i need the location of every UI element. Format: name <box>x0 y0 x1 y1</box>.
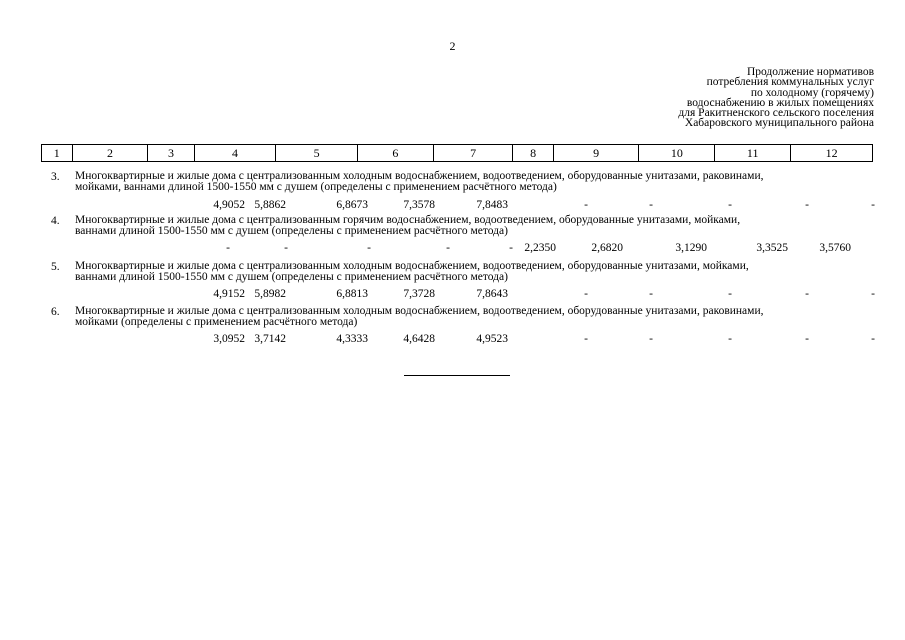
column-number-cell: 2 <box>72 145 148 162</box>
value-cell: - <box>367 242 371 254</box>
value-cell: - <box>649 288 653 300</box>
value-cell: - <box>728 288 732 300</box>
value-cell: 3,1290 <box>675 242 707 254</box>
section-description-line: Многоквартирные и жилые дома с централизованным холодным водоснабжением, водоотведением, оборудованные унитазами, раковинами, <box>75 170 764 182</box>
value-cell: - <box>226 242 230 254</box>
column-number-cell: 10 <box>639 145 715 162</box>
section-description <box>75 171 875 192</box>
value-cell: - <box>284 242 288 254</box>
section-description-line: Многоквартирные и жилые дома с централизованным холодным водоснабжением, водоотведением, оборудованные унитазами, мойками, <box>75 260 749 272</box>
value-cell: - <box>584 333 588 345</box>
value-cell: 4,9052 <box>213 199 245 211</box>
value-cell: 4,6428 <box>403 333 435 345</box>
value-cell: 4,3333 <box>336 333 368 345</box>
value-cell: - <box>509 242 513 254</box>
value-cell: - <box>584 288 588 300</box>
value-cell: 7,3728 <box>403 288 435 300</box>
column-number-cell: 9 <box>553 145 639 162</box>
values-row <box>51 242 873 254</box>
value-cell: - <box>728 333 732 345</box>
value-cell: 2,2350 <box>524 242 556 254</box>
section-description <box>75 306 875 327</box>
section-number: 4. <box>51 215 60 227</box>
column-number-cell: 12 <box>791 145 873 162</box>
value-cell: - <box>728 199 732 211</box>
value-cell: - <box>649 333 653 345</box>
section-description-line: мойками, ваннами длиной 1500-1550 мм с душем (определены с применением расчётного метода) <box>75 180 557 193</box>
section-description-line: мойками (определены с применением расчётного метода) <box>75 315 358 328</box>
value-cell: 3,0952 <box>213 333 245 345</box>
column-number-cell: 1 <box>42 145 73 162</box>
value-cell: 7,8483 <box>476 199 508 211</box>
section-number: 6. <box>51 306 60 318</box>
value-cell: - <box>805 333 809 345</box>
value-cell: 7,3578 <box>403 199 435 211</box>
section-description-line: ваннами длиной 1500-1550 мм с душем (определены с применением расчётного метода) <box>75 224 508 237</box>
section-number: 3. <box>51 171 60 183</box>
value-cell: 6,8813 <box>336 288 368 300</box>
column-number-cell: 8 <box>513 145 553 162</box>
header-note-line: по холодному (горячему) <box>750 86 874 99</box>
value-cell: - <box>871 199 875 211</box>
header-note <box>614 67 874 129</box>
values-row <box>51 333 873 345</box>
value-cell: 4,9152 <box>213 288 245 300</box>
value-cell: 5,8862 <box>254 199 286 211</box>
section-description <box>75 261 875 282</box>
value-cell: - <box>871 288 875 300</box>
section-description-line: ваннами длиной 1500-1550 мм с душем (определены с применением расчётного метода) <box>75 270 508 283</box>
column-numbers-row <box>42 145 873 162</box>
value-cell: 5,8982 <box>254 288 286 300</box>
column-number-cell: 11 <box>715 145 791 162</box>
column-number-cell: 4 <box>194 145 276 162</box>
section-description-line: Многоквартирные и жилые дома с централизованным холодным водоснабжением, водоотведением, оборудованные унитазами, раковинами, <box>75 305 764 317</box>
column-number-cell: 7 <box>433 145 513 162</box>
value-cell: 3,3525 <box>756 242 788 254</box>
header-note-line: Продолжение нормативов <box>746 66 874 78</box>
value-cell: 7,8643 <box>476 288 508 300</box>
value-cell: 3,7142 <box>254 333 286 345</box>
column-number-cell: 3 <box>148 145 194 162</box>
value-cell: - <box>446 242 450 254</box>
value-cell: - <box>649 199 653 211</box>
column-numbers-table <box>41 144 873 162</box>
value-cell: 4,9523 <box>476 333 508 345</box>
value-cell: - <box>805 288 809 300</box>
value-cell: - <box>805 199 809 211</box>
column-number-cell: 5 <box>276 145 358 162</box>
header-note-line: водоснабжению в жилых помещениях <box>686 96 874 109</box>
value-cell: 2,6820 <box>591 242 623 254</box>
header-note-line: для Ракитненского сельского поселения <box>678 107 874 120</box>
section-description <box>75 215 875 236</box>
value-cell: - <box>584 199 588 211</box>
values-row <box>51 199 873 211</box>
header-note-line: Хабаровского муниципального района <box>684 117 874 130</box>
section-description-line: Многоквартирные и жилые дома с централизованным горячим водоснабжением, водоотведением, оборудованные унитазами, мойками, <box>75 214 741 226</box>
values-row <box>51 288 873 300</box>
value-cell: 6,8673 <box>336 199 368 211</box>
end-divider-line <box>404 375 510 376</box>
header-note-line: потребления коммунальных услуг <box>706 76 874 89</box>
column-number-cell: 6 <box>357 145 433 162</box>
value-cell: - <box>871 333 875 345</box>
page-number: 2 <box>449 39 456 53</box>
value-cell: 3,5760 <box>819 242 851 254</box>
section-number: 5. <box>51 261 60 273</box>
